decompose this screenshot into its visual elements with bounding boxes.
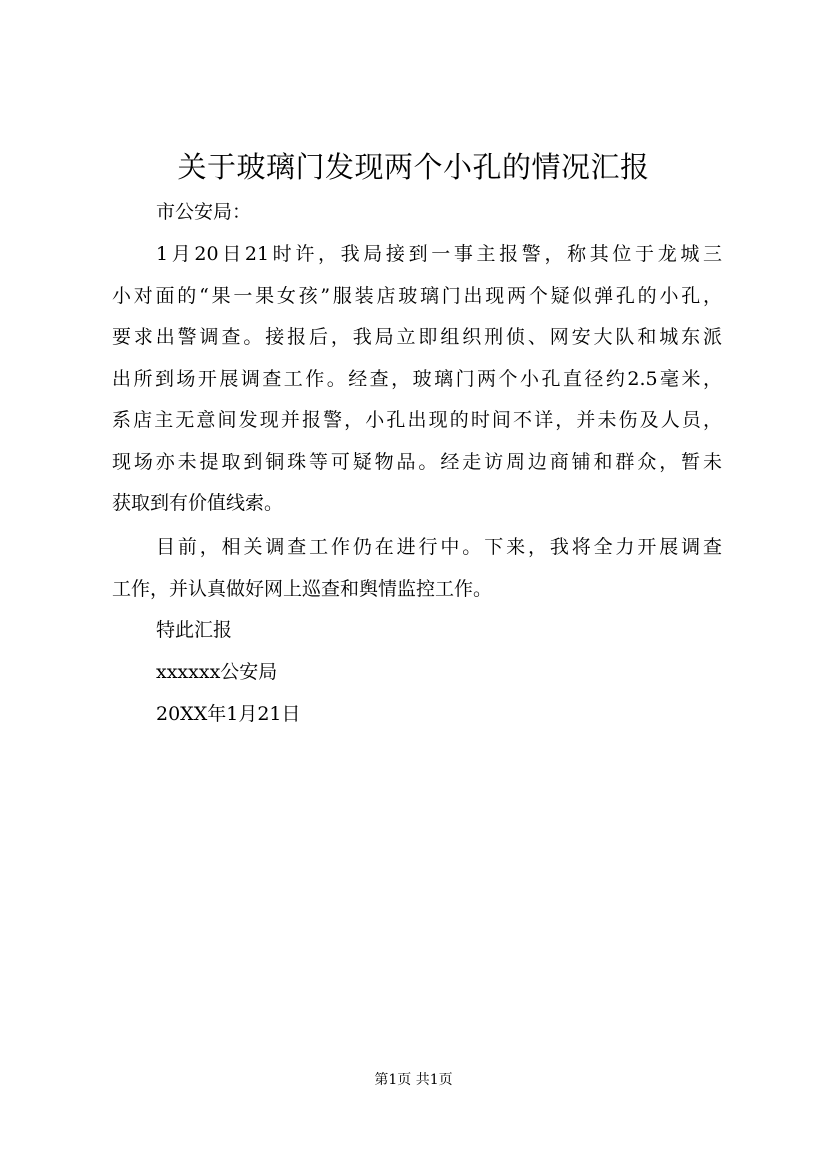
paragraph-line: 1月20日21时许，我局接到一事主报警，称其位于龙城三 — [156, 243, 722, 265]
salutation: 市公安局： — [156, 201, 252, 223]
paragraph-line: 小对面的“果一果女孩”服装店玻璃门出现两个疑似弹孔的小孔， — [112, 284, 722, 307]
paragraph-line: 工作，并认真做好网上巡查和舆情监控工作。 — [112, 577, 493, 600]
paragraph-line: 要求出警调查。接报后，我局立即组织刑侦、网安大队和城东派 — [112, 326, 722, 348]
paragraph-2 — [112, 527, 722, 610]
closing-remark: 特此汇报 — [156, 619, 233, 641]
paragraph-line: 出所到场开展调查工作。经查，玻璃门两个小孔直径约2.5毫米， — [112, 367, 722, 390]
paragraph-line: 系店主无意间发现并报警，小孔出现的时间不详，并未伤及人员， — [112, 409, 722, 431]
page-number-footer: 第1页 共1页 — [374, 1072, 453, 1088]
paragraph-1 — [112, 234, 722, 525]
paragraph-line: 目前，相关调查工作仍在进行中。下来，我将全力开展调查 — [156, 536, 722, 558]
paragraph-line: 现场亦未提取到铜珠等可疑物品。经走访周边商铺和群众，暂未 — [112, 450, 722, 473]
document-title: 关于玻璃门发现两个小孔的情况汇报 — [177, 150, 650, 184]
signature: xxxxxx公安局 — [156, 661, 278, 683]
document-date: 20XX年1月21日 — [156, 703, 301, 725]
paragraph-line: 获取到有价值线索。 — [112, 492, 284, 514]
